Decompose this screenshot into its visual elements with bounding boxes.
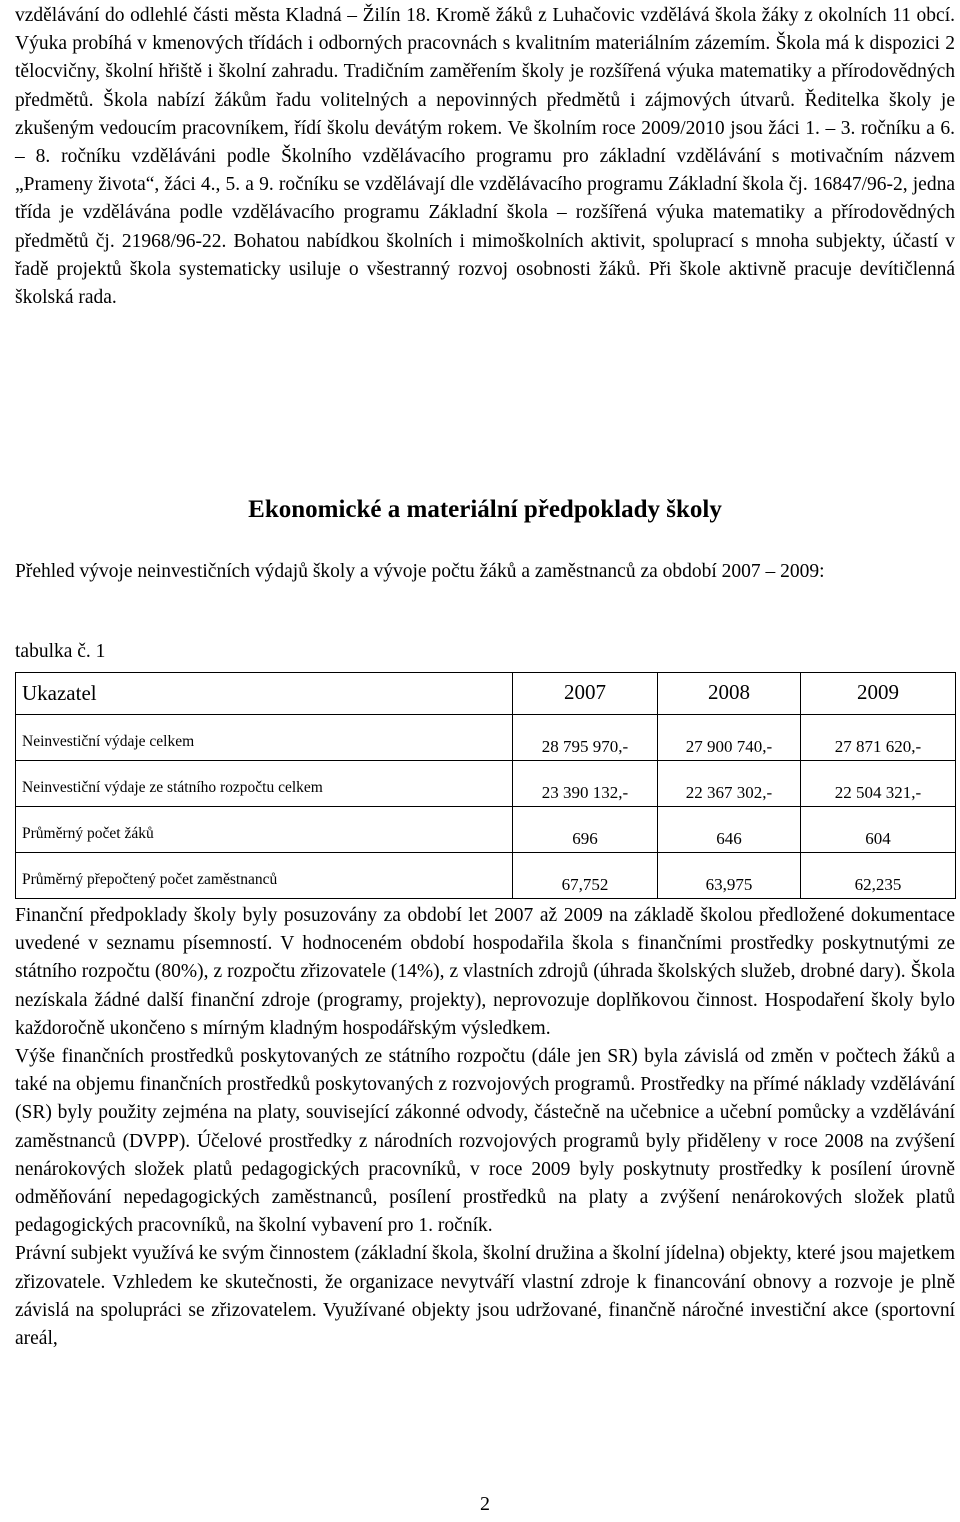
- table-caption: tabulka č. 1: [15, 641, 106, 662]
- indicators-table: [15, 672, 956, 899]
- header-cell: 2009: [801, 673, 956, 715]
- table-row: [16, 761, 956, 807]
- table-cell: 63,975: [658, 853, 801, 899]
- paragraph-finance: Finanční předpoklady školy byly posuzovány za období let 2007 až 2009 na základě školou předložené dokumentace uvedené v seznamu písemností. V hodnoceném období hospodařila škola s finančními prostředky poskytnutými ze státního rozpočtu (80%), z rozpočtu zřizovatele (14%), z vlastních zdrojů (úhrada školských služeb, drobné dary). Škola nezískala žádné další finanční zdroje (programy, projekty), neprovozuje doplňkovou činnost. Hospodaření školy bylo každoročně ukončeno s mírným kladným hospodářským výsledkem.: [15, 905, 955, 1039]
- table-cell: 67,752: [513, 853, 658, 899]
- header-cell: Ukazatel: [16, 673, 513, 715]
- table-cell: 696: [513, 807, 658, 853]
- table-cell: 62,235: [801, 853, 956, 899]
- table-cell: 22 504 321,-: [801, 761, 956, 807]
- row-label: Průměrný počet žáků: [16, 807, 513, 853]
- table-cell: 646: [658, 807, 801, 853]
- row-label: Neinvestiční výdaje ze státního rozpočtu celkem: [16, 761, 513, 807]
- table-cell: 22 367 302,-: [658, 761, 801, 807]
- row-label: Neinvestiční výdaje celkem: [16, 715, 513, 761]
- paragraph-premises: Právní subjekt využívá ke svým činnostem (základní škola, školní družina a školní jídelna) objekty, které jsou majetkem zřizovatele. Vzhledem ke skutečnosti, že organizace nevytváří vlastní zdroje k financování obnovy a rozvoje je plně závislá na spolupráci se zřizovatelem. Využívané objekty jsou udržované, finančně náročné investiční akce (sportovní areál,: [15, 1243, 955, 1350]
- table-row: [16, 853, 956, 899]
- intro-paragraph: vzdělávání do odlehlé části města Kladná – Žilín 18. Kromě žáků z Luhačovic vzdělává škola žáky z okolních 11 obcí. Výuka probíhá v kmenových třídách i odborných pracovnách s kvalitním materiálním zázemím. Škola má k dispozici 2 tělocvičny, školní hřiště i školní zahradu. Tradičním zaměřením školy je rozšířená výuka matematiky a přírodovědných předmětů. Škola nabízí žákům řadu volitelných a nepovinných předmětů i zájmových útvarů. Ředitelka školy je zkušeným vedoucím pracovníkem, řídí školu devátým rokem. Ve školním roce 2009/2010 jsou žáci 1. – 3. ročníku a 6. – 8. ročníku vzděláváni podle Školního vzdělávacího programu pro základní vzdělávání s motivačním názvem „Prameny života“, žáci 4., 5. a 9. ročníku se vzdělávají dle vzdělávacího programu Základní škola čj. 16847/96-2, jedna třída je vzdělávána podle vzdělávacího programu Základní škola – rozšířená výuka matematiky a přírodovědných předmětů čj. 21968/96-22. Bohatou nabídkou školních i mimoškolních aktivit, spoluprací s mnoha subjekty, účastí v řadě projektů škola systematicky usiluje o všestranný rozvoj osobnosti žáků. Při škole aktivně pracuje devítičlenná školská rada.: [15, 5, 955, 309]
- header-cell: 2008: [658, 673, 801, 715]
- table-cell: 27 900 740,-: [658, 715, 801, 761]
- table-cell: 604: [801, 807, 956, 853]
- table-cell: 28 795 970,-: [513, 715, 658, 761]
- table-row: [16, 715, 956, 761]
- table-intro-text: Přehled vývoje neinvestičních výdajů školy a vývoje počtu žáků a zaměstnanců za období 2007 – 2009:: [15, 561, 825, 582]
- row-label: Průměrný přepočtený počet zaměstnanců: [16, 853, 513, 899]
- page-number: 2: [480, 1493, 490, 1515]
- table-cell: 27 871 620,-: [801, 715, 956, 761]
- body-text: [15, 902, 955, 1353]
- section-heading: Ekonomické a materiální předpoklady školy: [248, 496, 722, 523]
- paragraph-state-budget: Výše finančních prostředků poskytovaných ze státního rozpočtu (dále jen SR) byla závislá od změn v počtech žáků a také na objemu finančních prostředků poskytovaných z rozvojových programů. Prostředky na přímé náklady vzdělávání (SR) byly použity zejména na platy, související zákonné odvody, částečně na učebnice a učební pomůcky a vzdělávání zaměstnanců (DVPP). Účelové prostředky z národních rozvojových programů byly přiděleny v roce 2008 na zvýšení nenárokových složek platů pedagogických pracovníků, v roce 2009 byly poskytnuty prostředky k posílení úrovně odměňování nepedagogických zaměstnanců, posílení prostředků na platy a zvýšení nenárokových složek platů pedagogických pracovníků, na školní vybavení pro 1. ročník.: [15, 1046, 955, 1237]
- header-cell: 2007: [513, 673, 658, 715]
- table-header-row: [16, 673, 956, 715]
- table-row: [16, 807, 956, 853]
- table-cell: 23 390 132,-: [513, 761, 658, 807]
